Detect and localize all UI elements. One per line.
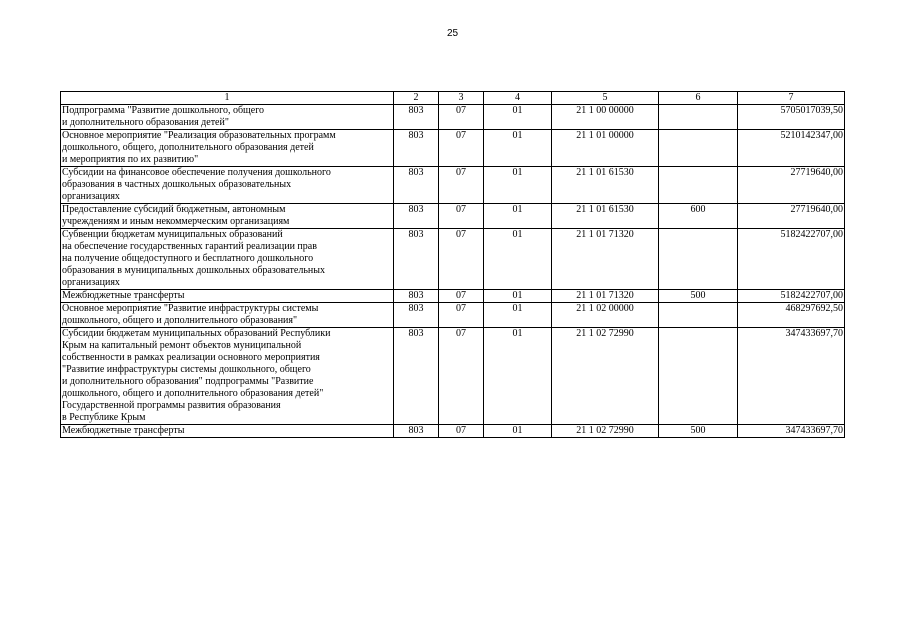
row-name-cell: [61, 328, 394, 425]
target-article-cell: 21 1 01 61530: [552, 204, 659, 229]
amount-cell: 27719640,00: [738, 204, 845, 229]
ministry-code-cell: 803: [394, 290, 439, 303]
row-name-cell: [61, 425, 394, 438]
target-article-cell: 21 1 00 00000: [552, 105, 659, 130]
amount-cell: 347433697,70: [738, 328, 845, 425]
section-code-cell: 07: [439, 204, 484, 229]
amount-cell: 5182422707,00: [738, 229, 845, 290]
column-header-4: 4: [484, 92, 552, 105]
row-name-line: и дополнительного образования детей": [62, 117, 229, 128]
row-name-line: Субвенции бюджетам муниципальных образований: [62, 229, 283, 240]
row-name-cell: [61, 303, 394, 328]
row-name-line: Крым на капитальный ремонт объектов муниципальной: [62, 340, 302, 351]
expense-type-cell: [659, 105, 738, 130]
section-code-cell: 07: [439, 303, 484, 328]
amount-cell: 347433697,70: [738, 425, 845, 438]
ministry-code-cell: 803: [394, 204, 439, 229]
row-name-line: Предоставление субсидий бюджетным, автономным: [62, 204, 286, 215]
row-name-line: организациях: [62, 191, 120, 202]
row-name-line: на получение общедоступного и бесплатного дошкольного: [62, 253, 314, 264]
subsection-code-cell: 01: [484, 204, 552, 229]
table-row: [61, 290, 845, 303]
target-article-cell: 21 1 01 00000: [552, 130, 659, 167]
row-name-line: дошкольного, общего и дополнительного образования детей": [62, 388, 324, 399]
table-row: [61, 425, 845, 438]
expense-type-cell: [659, 328, 738, 425]
row-name-line: на обеспечение государственных гарантий реализации прав: [62, 241, 317, 252]
target-article-cell: 21 1 01 61530: [552, 167, 659, 204]
section-code-cell: 07: [439, 105, 484, 130]
row-name-line: Государственной программы развития образования: [62, 400, 281, 411]
ministry-code-cell: 803: [394, 130, 439, 167]
page-number: 25: [446, 28, 459, 39]
ministry-code-cell: 803: [394, 229, 439, 290]
row-name-line: Основное мероприятие "Реализация образовательных программ: [62, 130, 336, 141]
target-article-cell: 21 1 02 72990: [552, 328, 659, 425]
table-row: [61, 167, 845, 204]
column-header-5: 5: [552, 92, 659, 105]
budget-table: [60, 91, 845, 438]
row-name-line: образования в муниципальных дошкольных образовательных: [62, 265, 325, 276]
section-code-cell: 07: [439, 229, 484, 290]
row-name-cell: [61, 204, 394, 229]
expense-type-cell: 600: [659, 204, 738, 229]
expense-type-cell: 500: [659, 425, 738, 438]
row-name-line: учреждениям и иным некоммерческим организациям: [62, 216, 290, 227]
row-name-line: в Республике Крым: [62, 412, 146, 423]
table-row: [61, 105, 845, 130]
table-header-row: [61, 92, 845, 105]
row-name-line: Подпрограмма "Развитие дошкольного, общего: [62, 105, 265, 116]
ministry-code-cell: 803: [394, 328, 439, 425]
section-code-cell: 07: [439, 290, 484, 303]
expense-type-cell: [659, 229, 738, 290]
row-name-line: Основное мероприятие "Развитие инфраструктуры системы: [62, 303, 319, 314]
row-name-line: организациях: [62, 277, 120, 288]
expense-type-cell: [659, 303, 738, 328]
column-header-1: 1: [61, 92, 394, 105]
subsection-code-cell: 01: [484, 229, 552, 290]
ministry-code-cell: 803: [394, 167, 439, 204]
ministry-code-cell: 803: [394, 105, 439, 130]
amount-cell: 5210142347,00: [738, 130, 845, 167]
row-name-line: дошкольного, общего и дополнительного образования": [62, 315, 298, 326]
row-name-cell: [61, 290, 394, 303]
section-code-cell: 07: [439, 425, 484, 438]
column-header-6: 6: [659, 92, 738, 105]
section-code-cell: 07: [439, 328, 484, 425]
expense-type-cell: [659, 130, 738, 167]
row-name-cell: [61, 167, 394, 204]
subsection-code-cell: 01: [484, 425, 552, 438]
row-name-line: Межбюджетные трансферты: [62, 425, 185, 436]
expense-type-cell: [659, 167, 738, 204]
row-name-line: Межбюджетные трансферты: [62, 290, 185, 301]
row-name-cell: [61, 105, 394, 130]
section-code-cell: 07: [439, 130, 484, 167]
section-code-cell: 07: [439, 167, 484, 204]
subsection-code-cell: 01: [484, 290, 552, 303]
row-name-line: и дополнительного образования" подпрограммы "Развитие: [62, 376, 314, 387]
table-row: [61, 204, 845, 229]
column-header-7: 7: [738, 92, 845, 105]
target-article-cell: 21 1 01 71320: [552, 229, 659, 290]
table-row: [61, 130, 845, 167]
expense-type-cell: 500: [659, 290, 738, 303]
row-name-cell: [61, 229, 394, 290]
amount-cell: 468297692,50: [738, 303, 845, 328]
subsection-code-cell: 01: [484, 130, 552, 167]
amount-cell: 27719640,00: [738, 167, 845, 204]
row-name-line: образования в частных дошкольных образовательных: [62, 179, 292, 190]
table-row: [61, 328, 845, 425]
amount-cell: 5705017039,50: [738, 105, 845, 130]
column-header-3: 3: [439, 92, 484, 105]
row-name-line: и мероприятия по их развитию": [62, 154, 199, 165]
row-name-line: "Развитие инфраструктуры системы дошкольного, общего: [62, 364, 311, 375]
subsection-code-cell: 01: [484, 105, 552, 130]
target-article-cell: 21 1 02 72990: [552, 425, 659, 438]
subsection-code-cell: 01: [484, 303, 552, 328]
table-row: [61, 229, 845, 290]
row-name-cell: [61, 130, 394, 167]
target-article-cell: 21 1 01 71320: [552, 290, 659, 303]
table-row: [61, 303, 845, 328]
ministry-code-cell: 803: [394, 303, 439, 328]
row-name-line: Субсидии на финансовое обеспечение получения дошкольного: [62, 167, 331, 178]
ministry-code-cell: 803: [394, 425, 439, 438]
target-article-cell: 21 1 02 00000: [552, 303, 659, 328]
row-name-line: Субсидии бюджетам муниципальных образований Республики: [62, 328, 331, 339]
row-name-line: дошкольного, общего, дополнительного образования детей: [62, 142, 314, 153]
amount-cell: 5182422707,00: [738, 290, 845, 303]
column-header-2: 2: [394, 92, 439, 105]
subsection-code-cell: 01: [484, 328, 552, 425]
row-name-line: собственности в рамках реализации основного мероприятия: [62, 352, 320, 363]
subsection-code-cell: 01: [484, 167, 552, 204]
